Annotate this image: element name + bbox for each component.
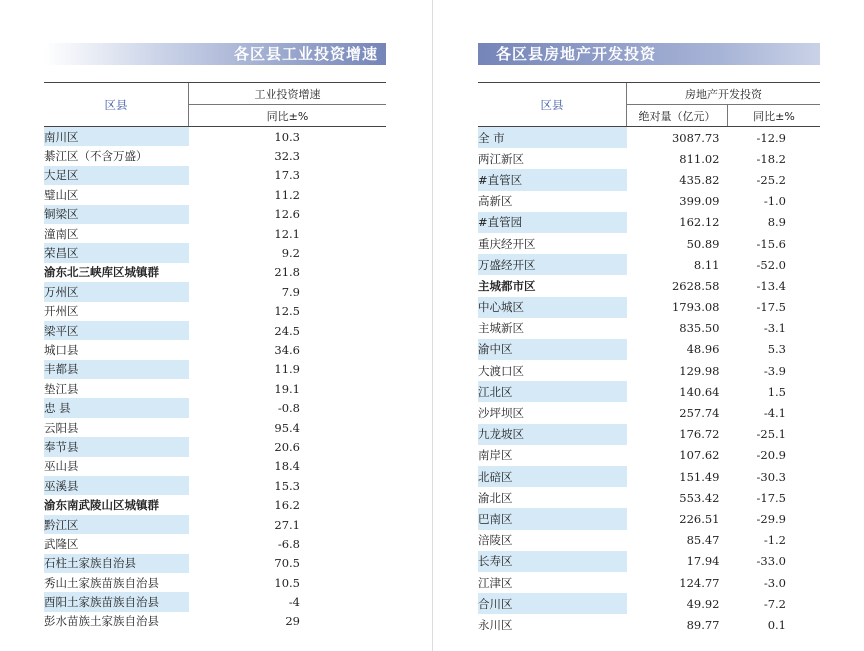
absolute-value-cell: 49.92: [686, 596, 720, 611]
table-row: [478, 339, 820, 360]
area-name-cell: 大渡口区: [478, 363, 524, 378]
absolute-value-cell: 151.49: [679, 469, 720, 484]
yoy-value-cell: 15.3: [274, 478, 300, 493]
area-name-cell: 南岸区: [478, 448, 513, 463]
area-name-cell: 秀山土家族苗族自治县: [44, 575, 159, 590]
area-name-cell: 两江新区: [478, 151, 524, 166]
absolute-value-cell: 50.89: [686, 236, 720, 251]
area-name-cell: 高新区: [478, 194, 513, 209]
absolute-value-cell: 107.62: [679, 448, 720, 463]
table-row: [478, 318, 820, 339]
yoy-value-cell: 12.1: [274, 226, 300, 241]
yoy-value-cell: 29: [285, 614, 300, 629]
yoy-value-cell: -13.4: [756, 278, 786, 293]
yoy-value-cell: -25.1: [756, 427, 786, 442]
absolute-value-cell: 162.12: [679, 215, 720, 230]
table-row: [478, 551, 820, 572]
area-name-cell: 奉节县: [44, 437, 189, 456]
area-name-cell: 綦江区（不含万盛）: [44, 149, 148, 164]
table-row: [478, 445, 820, 466]
area-name-cell: 渝北区: [478, 490, 513, 505]
table-row: [478, 275, 820, 296]
table-row: [44, 360, 386, 379]
table-row: [478, 127, 820, 149]
area-name-cell: 永川区: [478, 617, 513, 632]
absolute-value-cell: 8.11: [693, 257, 720, 272]
column-header-real-estate: 房地产开发投资: [627, 83, 821, 105]
area-name-cell: 武隆区: [44, 536, 79, 551]
area-name-cell: 大足区: [44, 166, 189, 185]
table-row: [478, 233, 820, 254]
table-row: [44, 321, 386, 340]
table-row: [478, 614, 820, 635]
area-name-cell: #直管区: [478, 169, 627, 190]
table-row: [478, 148, 820, 169]
yoy-value-cell: 70.5: [274, 556, 300, 571]
yoy-value-cell: 9.2: [281, 246, 300, 261]
table-row: [478, 254, 820, 275]
table-row: [478, 169, 820, 190]
yoy-value-cell: 20.6: [274, 439, 300, 454]
yoy-value-cell: -3.0: [763, 575, 786, 590]
absolute-value-cell: 140.64: [679, 384, 720, 399]
yoy-value-cell: 10.3: [274, 129, 300, 144]
area-name-cell: 彭水苗族土家族自治县: [44, 614, 159, 629]
table-row: [478, 402, 820, 423]
real-estate-investment-table: [478, 82, 820, 636]
yoy-value-cell: -4: [288, 595, 300, 610]
table-row: [44, 263, 386, 282]
absolute-value-cell: 2628.58: [671, 278, 720, 293]
area-name-cell: 开州区: [44, 304, 79, 319]
right-section-title: 各区县房地产开发投资: [478, 43, 820, 65]
table-row: [478, 191, 820, 212]
column-header-industrial-growth: 工业投资增速: [189, 83, 387, 105]
yoy-value-cell: 32.3: [274, 149, 300, 164]
table-row: [44, 457, 386, 476]
table-row: [44, 127, 386, 147]
table-row: [44, 437, 386, 456]
yoy-value-cell: -30.3: [756, 469, 786, 484]
table-row: [478, 212, 820, 233]
area-name-cell: 重庆经开区: [478, 236, 536, 251]
yoy-value-cell: -4.1: [763, 406, 786, 421]
yoy-value-cell: -1.2: [763, 533, 786, 548]
yoy-value-cell: -17.5: [756, 300, 786, 315]
yoy-value-cell: -7.2: [763, 596, 786, 611]
area-name-cell: 主城都市区: [478, 278, 536, 293]
absolute-value-cell: 435.82: [679, 172, 720, 187]
table-row: [44, 592, 386, 611]
area-name-cell: 九龙坡区: [478, 424, 627, 445]
table-row: [44, 515, 386, 534]
table-row: [44, 573, 386, 592]
yoy-value-cell: 1.5: [767, 384, 786, 399]
table-row: [44, 205, 386, 224]
yoy-value-cell: -0.8: [277, 401, 300, 416]
area-name-cell: 丰都县: [44, 360, 189, 379]
area-name-cell: 涪陵区: [478, 533, 513, 548]
area-name-cell: 江北区: [478, 381, 627, 402]
area-name-cell: 巫山县: [44, 459, 79, 474]
area-name-cell: 黔江区: [44, 515, 189, 534]
yoy-value-cell: -20.9: [756, 448, 786, 463]
area-name-cell: 全 市: [478, 127, 627, 149]
table-row: [44, 146, 386, 165]
industrial-investment-table: [44, 82, 386, 631]
table-row: [478, 381, 820, 402]
page-fold-divider: [432, 0, 433, 651]
area-name-cell: 垫江县: [44, 381, 79, 396]
absolute-value-cell: 399.09: [679, 194, 720, 209]
yoy-value-cell: 95.4: [274, 420, 300, 435]
yoy-value-cell: -18.2: [756, 151, 786, 166]
absolute-value-cell: 553.42: [679, 490, 720, 505]
area-name-cell: 渝东南武陵山区城镇群: [44, 498, 159, 513]
yoy-value-cell: -12.9: [756, 130, 786, 145]
area-name-cell: 主城新区: [478, 321, 524, 336]
area-name-cell: 渝东北三峡库区城镇群: [44, 265, 159, 280]
yoy-value-cell: 10.5: [274, 575, 300, 590]
yoy-value-cell: -33.0: [756, 554, 786, 569]
yoy-value-cell: 21.8: [274, 265, 300, 280]
table-row: [44, 612, 386, 631]
area-name-cell: 江津区: [478, 575, 513, 590]
yoy-value-cell: -3.1: [763, 321, 786, 336]
yoy-value-cell: 0.1: [767, 617, 786, 632]
left-section-title: 各区县工业投资增速: [44, 43, 386, 65]
absolute-value-cell: 835.50: [679, 321, 720, 336]
area-name-cell: 合川区: [478, 593, 627, 614]
area-name-cell: 荣昌区: [44, 243, 189, 262]
column-header-absolute: 绝对量（亿元）: [627, 105, 728, 127]
area-name-cell: 酉阳土家族苗族自治县: [44, 592, 189, 611]
area-name-cell: 石柱土家族自治县: [44, 554, 189, 573]
area-name-cell: 梁平区: [44, 321, 189, 340]
table-row: [44, 166, 386, 185]
yoy-value-cell: 19.1: [274, 381, 300, 396]
yoy-value-cell: 24.5: [274, 323, 300, 338]
area-name-cell: 中心城区: [478, 297, 627, 318]
table-row: [44, 554, 386, 573]
yoy-value-cell: -29.9: [756, 511, 786, 526]
area-name-cell: #直管园: [478, 212, 627, 233]
table-row: [478, 487, 820, 508]
area-name-cell: 万州区: [44, 282, 189, 301]
area-name-cell: 巫溪县: [44, 476, 189, 495]
yoy-value-cell: 34.6: [274, 342, 300, 357]
table-row: [478, 508, 820, 529]
table-row: [44, 282, 386, 301]
absolute-value-cell: 1793.08: [671, 300, 720, 315]
absolute-value-cell: 17.94: [686, 554, 720, 569]
area-name-cell: 铜梁区: [44, 205, 189, 224]
table-row: [44, 340, 386, 359]
table-row: [44, 534, 386, 553]
absolute-value-cell: 129.98: [679, 363, 720, 378]
table-row: [44, 379, 386, 398]
yoy-value-cell: 27.1: [274, 517, 300, 532]
area-name-cell: 渝中区: [478, 339, 627, 360]
yoy-value-cell: 5.3: [767, 342, 786, 357]
area-name-cell: 长寿区: [478, 551, 627, 572]
yoy-value-cell: 12.6: [274, 207, 300, 222]
area-name-cell: 北碚区: [478, 466, 627, 487]
table-row: [44, 243, 386, 262]
area-name-cell: 南川区: [44, 127, 189, 147]
yoy-value-cell: -1.0: [763, 194, 786, 209]
table-row: [44, 476, 386, 495]
yoy-value-cell: -25.2: [756, 172, 786, 187]
table-row: [44, 302, 386, 321]
column-header-yoy: 同比±%: [728, 105, 821, 127]
area-name-cell: 璧山区: [44, 187, 79, 202]
absolute-value-cell: 3087.73: [671, 130, 720, 145]
table-row: [44, 398, 386, 417]
absolute-value-cell: 226.51: [679, 511, 720, 526]
table-row: [478, 530, 820, 551]
table-row: [478, 424, 820, 445]
column-header-yoy: 同比±%: [189, 105, 387, 127]
area-name-cell: 巴南区: [478, 508, 627, 529]
absolute-value-cell: 176.72: [679, 427, 720, 442]
yoy-value-cell: -6.8: [277, 536, 300, 551]
table-row: [478, 572, 820, 593]
table-row: [478, 297, 820, 318]
yoy-value-cell: 11.9: [274, 362, 300, 377]
table-row: [44, 185, 386, 204]
absolute-value-cell: 89.77: [686, 617, 720, 632]
yoy-value-cell: 18.4: [274, 459, 300, 474]
area-name-cell: 城口县: [44, 342, 79, 357]
area-name-cell: 忠 县: [44, 398, 189, 417]
absolute-value-cell: 811.02: [679, 151, 720, 166]
yoy-value-cell: 17.3: [274, 168, 300, 183]
area-name-cell: 万盛经开区: [478, 254, 627, 275]
yoy-value-cell: 8.9: [767, 215, 786, 230]
table-row: [44, 224, 386, 243]
yoy-value-cell: 11.2: [274, 187, 300, 202]
yoy-value-cell: -52.0: [756, 257, 786, 272]
column-header-area: 区县: [44, 83, 189, 127]
yoy-value-cell: -3.9: [763, 363, 786, 378]
absolute-value-cell: 124.77: [679, 575, 720, 590]
table-row: [44, 418, 386, 437]
absolute-value-cell: 85.47: [686, 533, 720, 548]
column-header-area: 区县: [478, 83, 627, 127]
table-row: [44, 495, 386, 514]
table-row: [478, 593, 820, 614]
yoy-value-cell: 7.9: [281, 284, 300, 299]
absolute-value-cell: 48.96: [686, 342, 720, 357]
absolute-value-cell: 257.74: [679, 406, 720, 421]
table-row: [478, 360, 820, 381]
area-name-cell: 潼南区: [44, 226, 79, 241]
area-name-cell: 沙坪坝区: [478, 406, 524, 421]
yoy-value-cell: 16.2: [274, 498, 300, 513]
area-name-cell: 云阳县: [44, 420, 79, 435]
yoy-value-cell: 12.5: [274, 304, 300, 319]
yoy-value-cell: -17.5: [756, 490, 786, 505]
yoy-value-cell: -15.6: [756, 236, 786, 251]
table-row: [478, 466, 820, 487]
